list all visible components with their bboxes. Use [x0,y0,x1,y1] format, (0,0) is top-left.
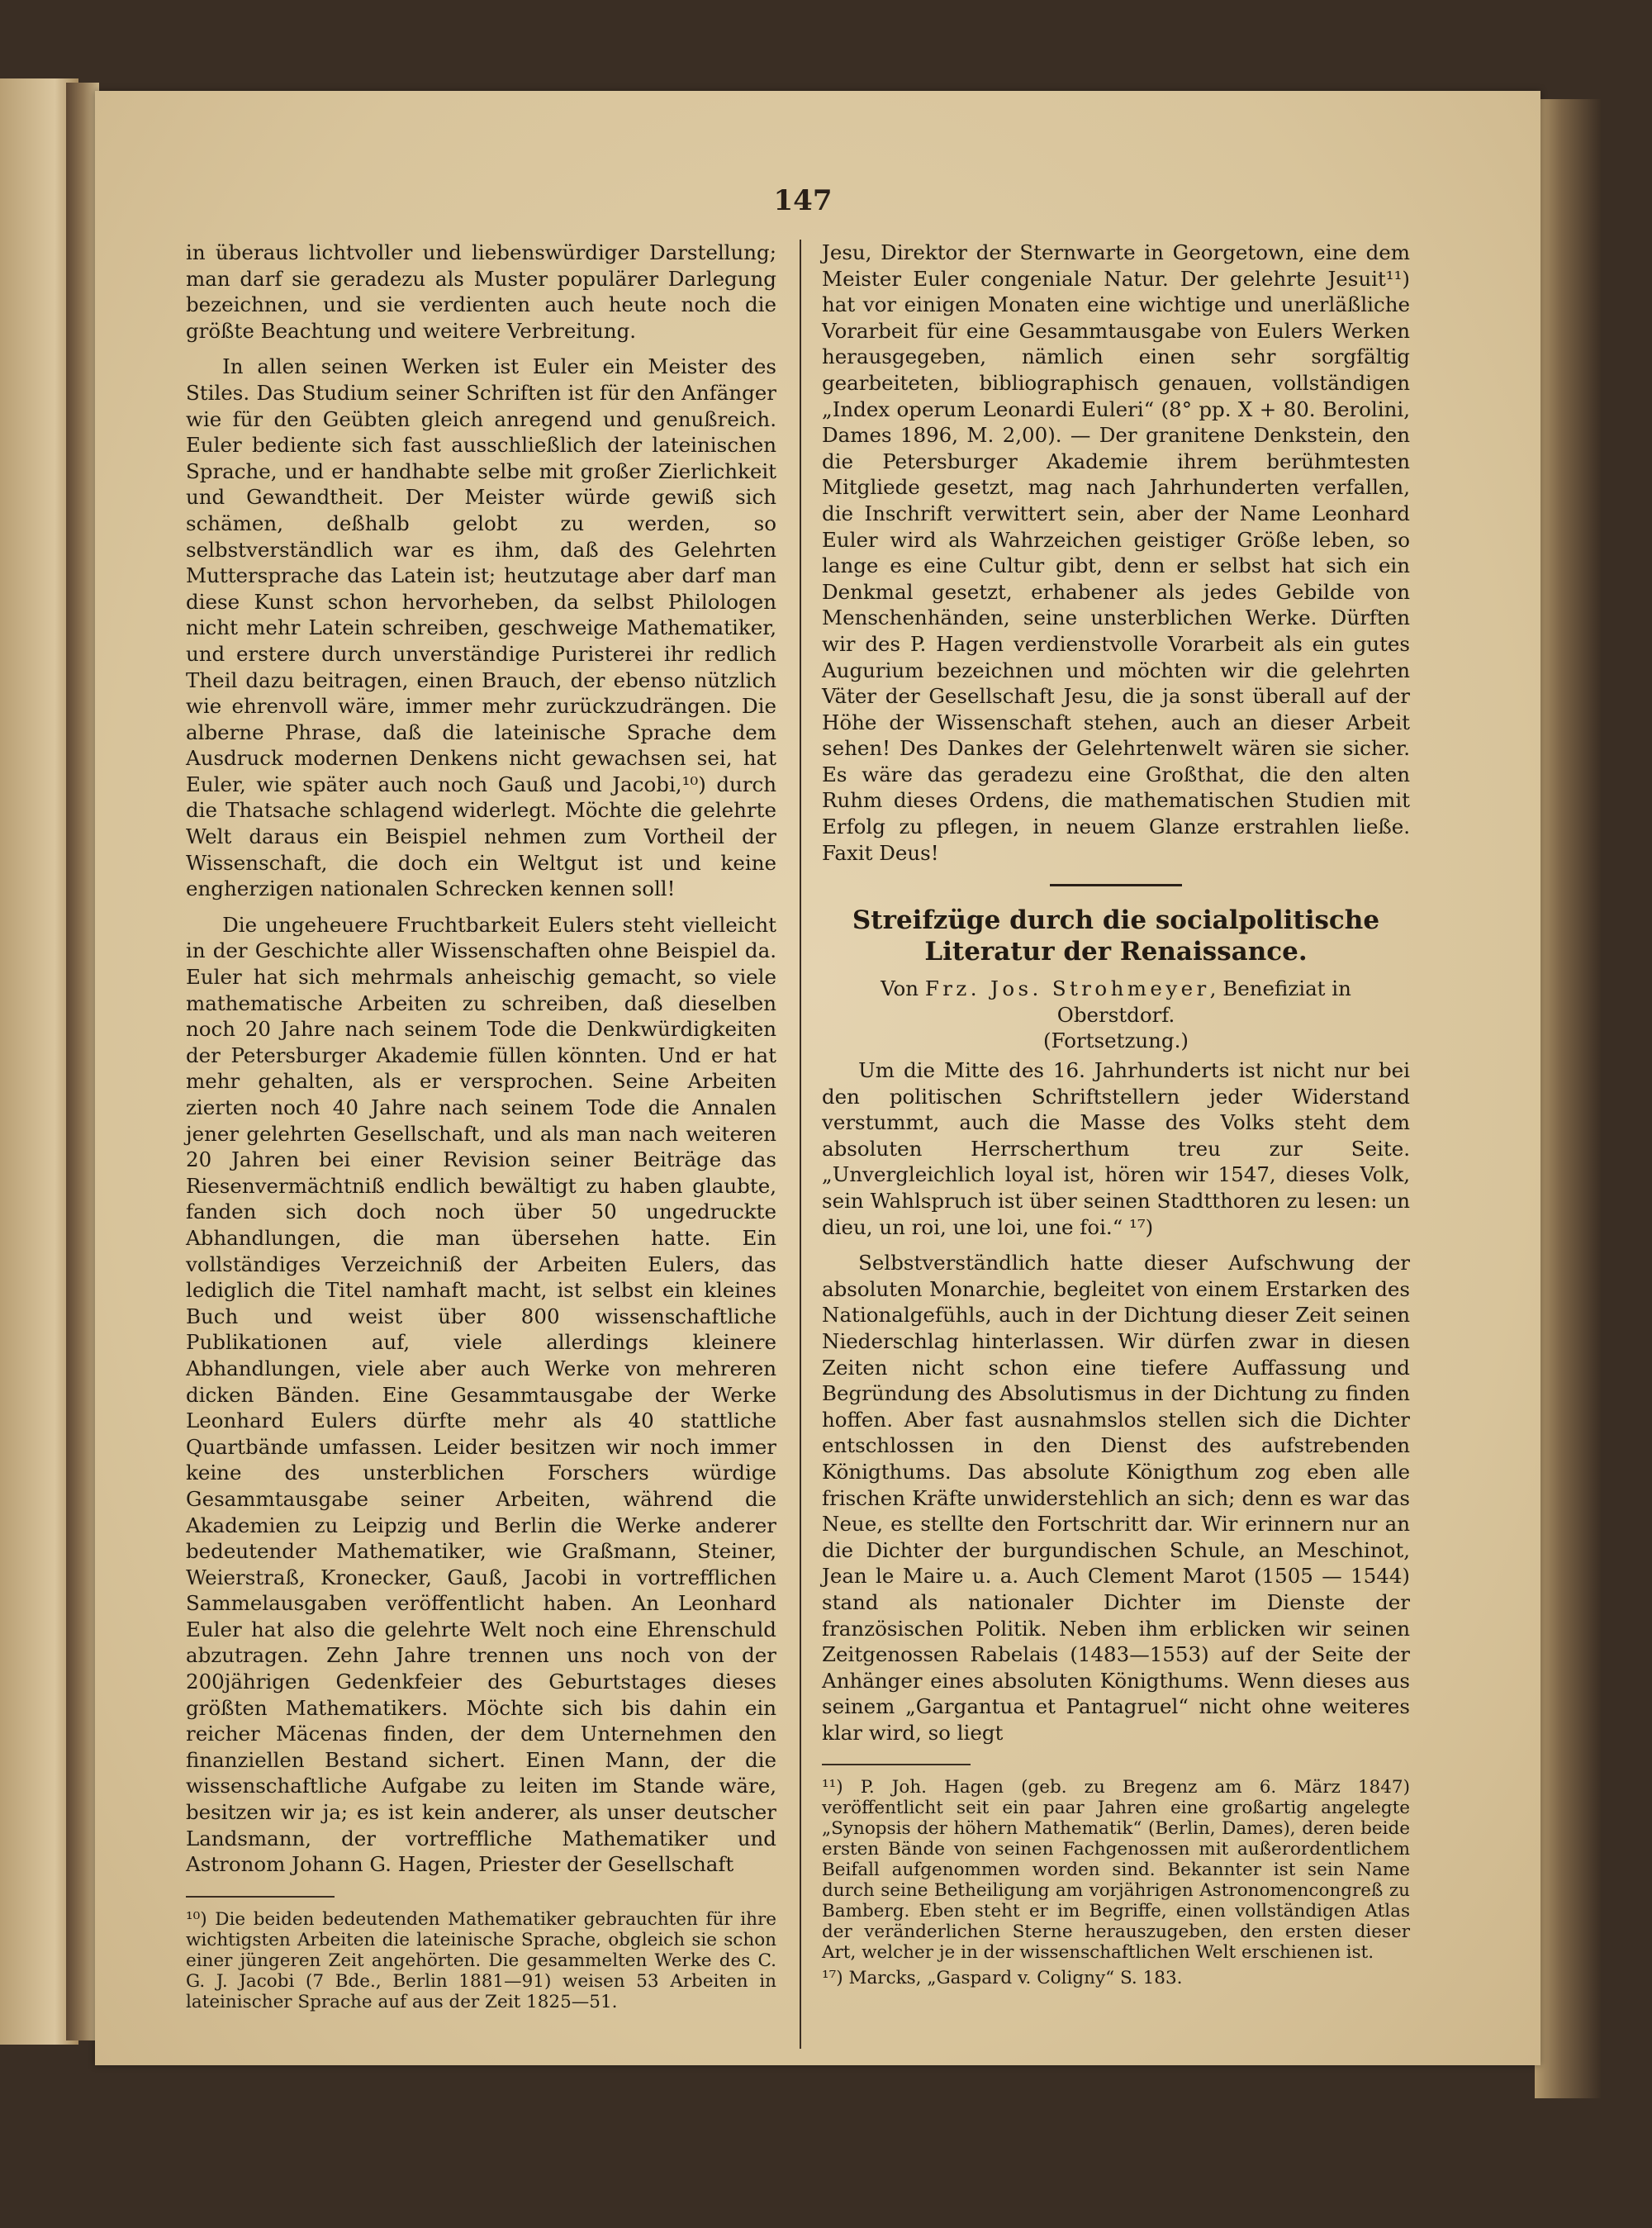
paragraph: Die ungeheuere Fruchtbarkeit Eulers steht vielleicht in der Geschichte aller Wissenschaften ohne Beispiel da. Euler hat sich mehrmals anheischig gemacht, so viele mathematische Arbeiten zu schreiben, daß dieselben noch 20 Jahre nach seinem Tode die Denkwürdigkeiten der Petersburger Akademie füllen könnten. Und er hat mehr gehalten, als er versprochen. Seine Arbeiten zierten noch 40 Jahre nach seinem Tode die Annalen jener gelehrten Gesellschaft, und als man nach weiteren 20 Jahren bei einer Revision seiner Beiträge das Riesenvermächtniß endlich bewältigt zu haben glaubte, fanden sich doch noch über 50 ungedruckte Abhandlungen, die man übersehen hatte. Ein vollständiges Verzeichniß der Arbeiten Eulers, das lediglich die Titel namhaft macht, ist selbst ein kleines Buch und weist über 800 wissenschaftliche Publikationen auf, viele allerdings kleinere Abhandlungen, viele aber auch Werke von mehreren dicken Bänden. Eine Gesammtausgabe der Werke Leonhard Eulers dürfte mehr als 40 stattliche Quartbände umfassen. Leider besitzen wir noch immer keine des unsterblichen Forschers würdige Gesammtausgabe seiner Arbeiten, während die Akademien zu Leipzig und Berlin die Werke anderer bedeutender Mathematiker, wie Graßmann, Steiner, Weierstraß, Kronecker, Gauß, Jacobi in vortrefflichen Sammelausgaben veröffentlicht haben. An Leonhard Euler hat also die gelehrte Welt noch eine Ehrenschuld abzutragen. Zehn Jahre trennen uns noch von der 200jährigen Gedenkfeier des Geburtstages dieses größten Mathematikers. Möchte sich bis dahin ein reicher Mäcenas finden, der dem Unternehmen den finanziellen Bestand sichert. Einen Mann, der die wissenschaftliche Aufgabe zu leiten im Stande wäre, besitzen wir ja; es ist kein anderer, als unser deutscher Landsmann, der vortreffliche Mathematiker und Astronom Johann G. Hagen, Priester der Gesellschaft [186,912,776,1877]
right-column [822,240,1410,1988]
book-gutter [66,83,99,2040]
section-rule [1050,884,1182,886]
footnote: ¹⁷) Marcks, „Gaspard v. Coligny“ S. 183. [822,1968,1183,1989]
paragraph: Selbstverständlich hatte dieser Aufschwung der absoluten Monarchie, begleitet von einem Erstarken des Nationalgefühls, auch in der Dichtung dieser Zeit seinen Niederschlag hinterlassen. Wir dürfen zwar in diesen Zeiten nicht schon eine tiefere Auffassung und Begründung des Absolutismus in der Dichtung zu finden hoffen. Aber fast ausnahmslos stellen sich die Dichter entschlossen in den Dienst des aufstrebenden Königthums. Das absolute Königthum zog eben alle frischen Kräfte unwiderstehlich an sich; denn es war das Neue, es stellte den Fortschritt dar. Wir erinnern nur an die Dichter der burgundischen Schule, an Meschinot, Jean le Maire u. a. Auch Clement Marot (1505 — 1544) stand als nationaler Dichter im Dienste der französischen Politik. Neben ihm erblicken wir seinen Zeitgenossen Rabelais (1483—1553) auf der Seite der Anhänger eines absoluten Königthums. Wenn dieses aus seinem „Gargantua et Pantagruel“ nicht ohne weiteres klar wird, so liegt [822,1251,1410,1745]
paragraph: in überaus lichtvoller und liebenswürdiger Darstellung; man darf sie geradezu als Muster populärer Darlegung bezeichnen, und sie verdienten auch heute noch die größte Beachtung und weitere Verbreitung. [186,240,776,343]
section-title: Streifzüge durch die socialpolitische Literatur der Renaissance. [852,905,1380,967]
footnote: ¹⁰) Die beiden bedeutenden Mathematiker gebrauchten für ihre wichtigsten Arbeiten die lateinische Sprache, obgleich sie schon einer jüngeren Zeit angehörten. Die gesammelten Werke des C. G. J. Jacobi (7 Bde., Berlin 1881—91) weisen 53 Arbeiten in lateinischer Sprache auf aus der Zeit 1825—51. [186,1908,776,2012]
continuation-note: (Fortsetzung.) [1043,1028,1189,1053]
paragraph: Um die Mitte des 16. Jahrhunderts ist nicht nur bei den politischen Schriftstellern jeder Widerstand verstummt, auch die Masse des Volks steht dem absoluten Herrscherthum treu zur Seite. „Unvergleichlich loyal ist, hören wir 1547, dieses Volk, sein Wahlspruch ist über seinen Stadtthoren zu lesen: un dieu, un roi, une loi, une foi.“ ¹⁷) [822,1058,1410,1239]
byline-suffix: , Benefiziat in Oberstdorf. [1056,976,1351,1027]
column-rule [800,240,801,2049]
footnote-rule [186,1896,335,1898]
author-name: Frz. Jos. Strohmeyer [924,976,1210,1001]
footnote: ¹¹) P. Joh. Hagen (geb. zu Bregenz am 6. März 1847) veröffentlicht seit ein paar Jahren eine großartig angelegte „Synopsis der höhern Mathematik“ (Berlin, Dames), deren beide ersten Bände von seinen Fachgenossen mit außerordentlichem Beifall aufgenommen worden sind. Bekannter ist sein Name durch seine Betheiligung am vorjährigen Astronomencongreß zu Bamberg. Eben steht er im Begriffe, einen vollständigen Atlas der veränderlichen Sterne herauszugeben, den ersten dieser Art, welcher je in der wissenschaftlichen Welt erschienen ist. [822,1777,1410,1964]
footnote-rule [822,1764,971,1765]
left-column [186,240,776,2012]
paragraph: Jesu, Direktor der Sternwarte in Georgetown, eine dem Meister Euler congeniale Natur. Der gelehrte Jesuit¹¹) hat vor einigen Monaten eine wichtige und unerläßliche Vorarbeit für eine Gesammtausgabe von Eulers Werken herausgegeben, nämlich einen sehr sorgfältig gearbeiteten, bibliographisch genauen, vollständigen „Index operum Leonardi Euleri“ (8° pp. X + 80. Berolini, Dames 1896, M. 2,00). — Der granitene Denkstein, den die Petersburger Akademie ihrem berühmtesten Mitgliede gesetzt, mag nach Jahrhunderten verfallen, die Inschrift verwittert sein, aber der Name Leonhard Euler wird als Wahrzeichen geistiger Größe leben, so lange es eine Cultur gibt, denn er selbst hat sich ein Denkmal gesetzt, erhabener als jedes Gebilde von Menschenhänden, seine unsterblichen Werke. Dürften wir des P. Hagen verdienstvolle Vorarbeit als ein gutes Augurium bezeichnen und möchten wir die gelehrten Väter der Gesellschaft Jesu, die ja sonst überall auf der Höhe der Wissenschaft stehen, auch an dieser Arbeit sehen! Des Dankes der Gelehrtenwelt wären sie sicher. Es wäre das geradezu eine Großthat, die den alten Ruhm dieses Ordens, die mathematischen Studien mit Erfolg zu pflegen, in neuem Glanze erstrahlen ließe. Faxit Deus! [822,240,1410,865]
paragraph: In allen seinen Werken ist Euler ein Meister des Stiles. Das Studium seiner Schriften ist für den Anfänger wie für den Geübten gleich anregend und genußreich. Euler bediente sich fast ausschließlich der lateinischen Sprache, und er handhabte selbe mit großer Zierlichkeit und Gewandtheit. Der Meister würde gewiß sich schämen, deßhalb gelobt zu werden, so selbstverständlich war es ihm, daß des Gelehrten Muttersprache das Latein ist; heutzutage aber darf man diese Kunst schon hervorheben, da selbst Philologen nicht mehr Latein schreiben, geschweige Mathematiker, und erstere durch unverständige Puristerei ihr redlich Theil dazu beitragen, einen Brauch, der ebenso nützlich wie ehrenvoll wäre, immer mehr zurückzudrängen. Die alberne Phrase, daß die lateinische Sprache dem Ausdruck modernen Denkens nicht gewachsen sei, hat Euler, wie später auch noch Gauß und Jacobi,¹⁰) durch die Thatsache schlagend widerlegt. Möchte die gelehrte Welt daraus ein Beispiel nehmen zum Vortheil der Wissenschaft, die doch ein Weltgut ist und keine engherzigen nationalen Schrecken kennen soll! [186,354,776,901]
byline-prefix: Von [881,976,919,1001]
right-page-edges [1535,99,1601,2098]
page-number: 147 [773,184,833,217]
byline [822,976,1410,1028]
